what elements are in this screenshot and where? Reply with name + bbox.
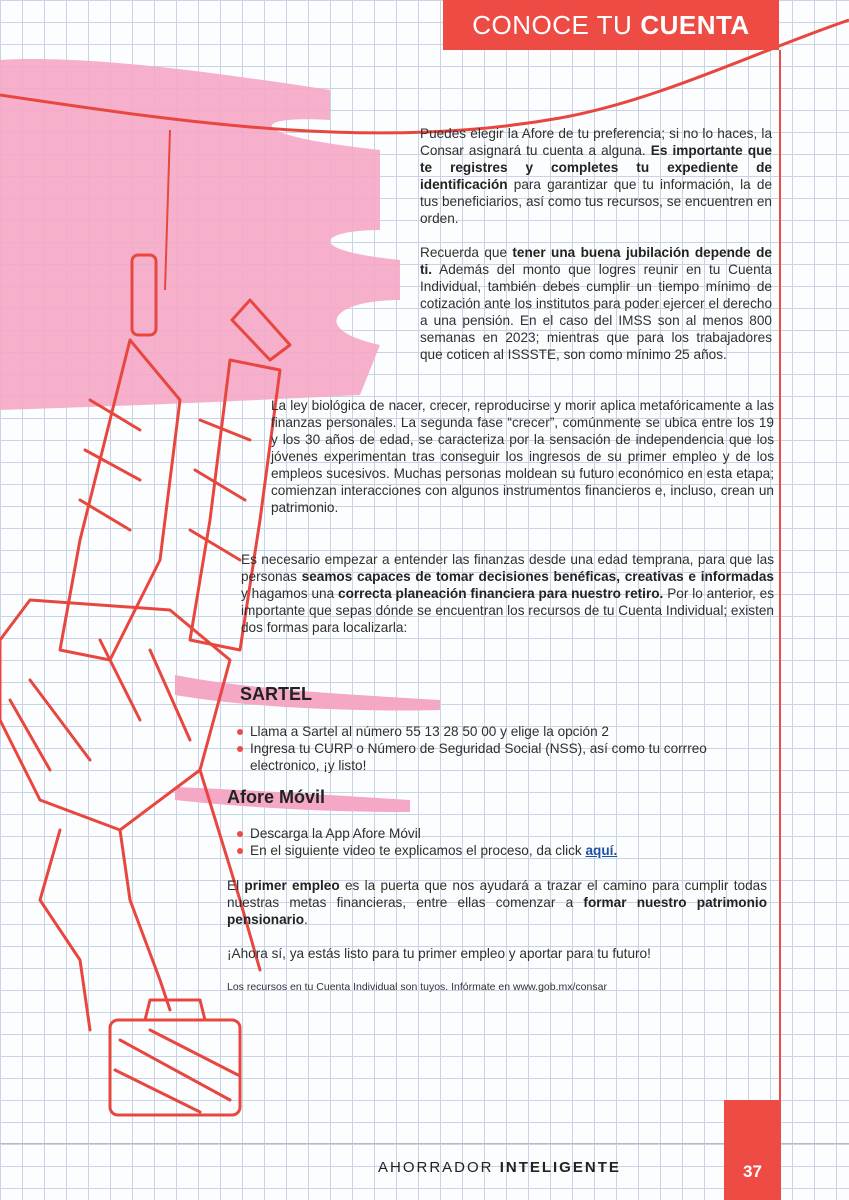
paragraph-early-finances (241, 551, 774, 636)
para4-bold-2: correcta planeación financiera para nuestro retiro. (338, 586, 664, 601)
para1-bold-1: Es importante que te registres y completes tu expediente de identificación (420, 143, 772, 192)
para4-text-2: y hagamos una (241, 586, 335, 601)
header-rule (779, 50, 781, 1138)
para4-text-3: Por lo anterior, es importante que sepas dónde se encuentran los recursos de tu Cuenta Individual; existen dos formas para localizarla: (241, 586, 775, 635)
para5-text-1: El (227, 878, 240, 893)
sartel-item-2-text: Ingresa tu CURP o Número de Seguridad Social (NSS), así como tu corrreo electronico, ¡y listo! (250, 741, 707, 773)
sartel-list (237, 723, 757, 774)
para5-bold-2: formar nuestro patrimonio pensionario (227, 895, 767, 927)
consar-note: Los recursos en tu Cuenta Individual son tuyos. Infórmate en www.gob.mx/consar (227, 981, 607, 993)
bullet-icon (237, 729, 243, 735)
para2-text-2: Además del monto que logres reunir en tu Cuenta Individual, también debes cumplir un tiempo mínimo de cotización ante los institutos para poder ejercer el derecho a una pensión. En el caso del IMSS son al menos 800 semanas en 2023; mientras que para los trabajadores que coticen al ISSSTE, son como mínimo 25 años. (420, 262, 772, 362)
paragraph-first-job (227, 877, 767, 928)
page-number-box (724, 1100, 781, 1200)
para1-text-1: Puedes elegir la Afore de tu preferencia; si no lo haces, la Consar asignará tu cuenta a alguna. (420, 126, 772, 158)
paragraph-retirement (420, 244, 772, 363)
afore-item-1 (237, 825, 757, 842)
afore-movil-heading: Afore Móvil (227, 787, 326, 807)
para5-text-3: . (304, 912, 308, 927)
footer-title (378, 1159, 621, 1176)
sartel-item-2 (237, 740, 757, 774)
para5-text-2: es la puerta que nos ayudará a trazar el camino para cumplir todas nuestras metas financieras, entre ellas comenzar a (227, 878, 768, 910)
para2-bold-1: tener una buena jubilación depende de ti. (420, 245, 772, 277)
header-prefix: CONOCE TU (472, 9, 633, 40)
afore-item-2 (237, 842, 757, 859)
para2-text-1: Recuerda que (420, 245, 508, 260)
here-link[interactable]: aquí. (585, 843, 618, 858)
bullet-icon (237, 831, 243, 837)
section-header-tab (443, 0, 779, 50)
bullet-icon (237, 746, 243, 752)
sartel-item-1-text: Llama a Sartel al número 55 13 28 50 00 y elige la opción 2 (250, 724, 609, 739)
afore-movil-list (237, 825, 757, 859)
para1-text-2: para garantizar que tu información, la de tus beneficiarios, así como tus recursos, se encuentren en orden. (420, 177, 772, 226)
para4-bold-1: seamos capaces de tomar decisiones benéficas, creativas e informadas (301, 569, 774, 584)
page-number: 37 (743, 1162, 762, 1181)
afore-item-1-text: Descarga la App Afore Móvil (250, 826, 421, 841)
footer-rule (0, 1143, 849, 1144)
paragraph-closing: ¡Ahora sí, ya estás listo para tu primer empleo y aportar para tu futuro! (227, 946, 651, 961)
header-bold: CUENTA (640, 9, 750, 40)
footer-prefix: AHORRADOR (378, 1159, 494, 1176)
afore-item-2-text: En el siguiente video te explicamos el proceso, da click (250, 843, 582, 858)
paragraph-afore-choice (420, 125, 772, 227)
footer-bold: INTELIGENTE (499, 1159, 621, 1176)
paragraph-biological-law: La ley biológica de nacer, crecer, reproducirse y morir aplica metafóricamente a las finanzas personales. La segunda fase “crecer”, comúnmente se ubica entre los 19 y los 30 años de edad, se caracteriza por la sensación de independencia que los jóvenes experimentan tras conseguir los ingresos de su primer empleo y de los empleos sucesivos. Muchas personas moldean su futuro económico en esta etapa; comienzan interacciones con algunos instrumentos financieros e, incluso, crean un patrimonio. (271, 398, 774, 515)
sartel-item-1 (237, 723, 757, 740)
bullet-icon (237, 848, 243, 854)
para5-bold-1: primer empleo (244, 878, 340, 893)
sartel-heading: SARTEL (240, 684, 312, 704)
para4-text-1: Es necesario empezar a entender las finanzas desde una edad temprana, para que las personas (241, 552, 774, 584)
